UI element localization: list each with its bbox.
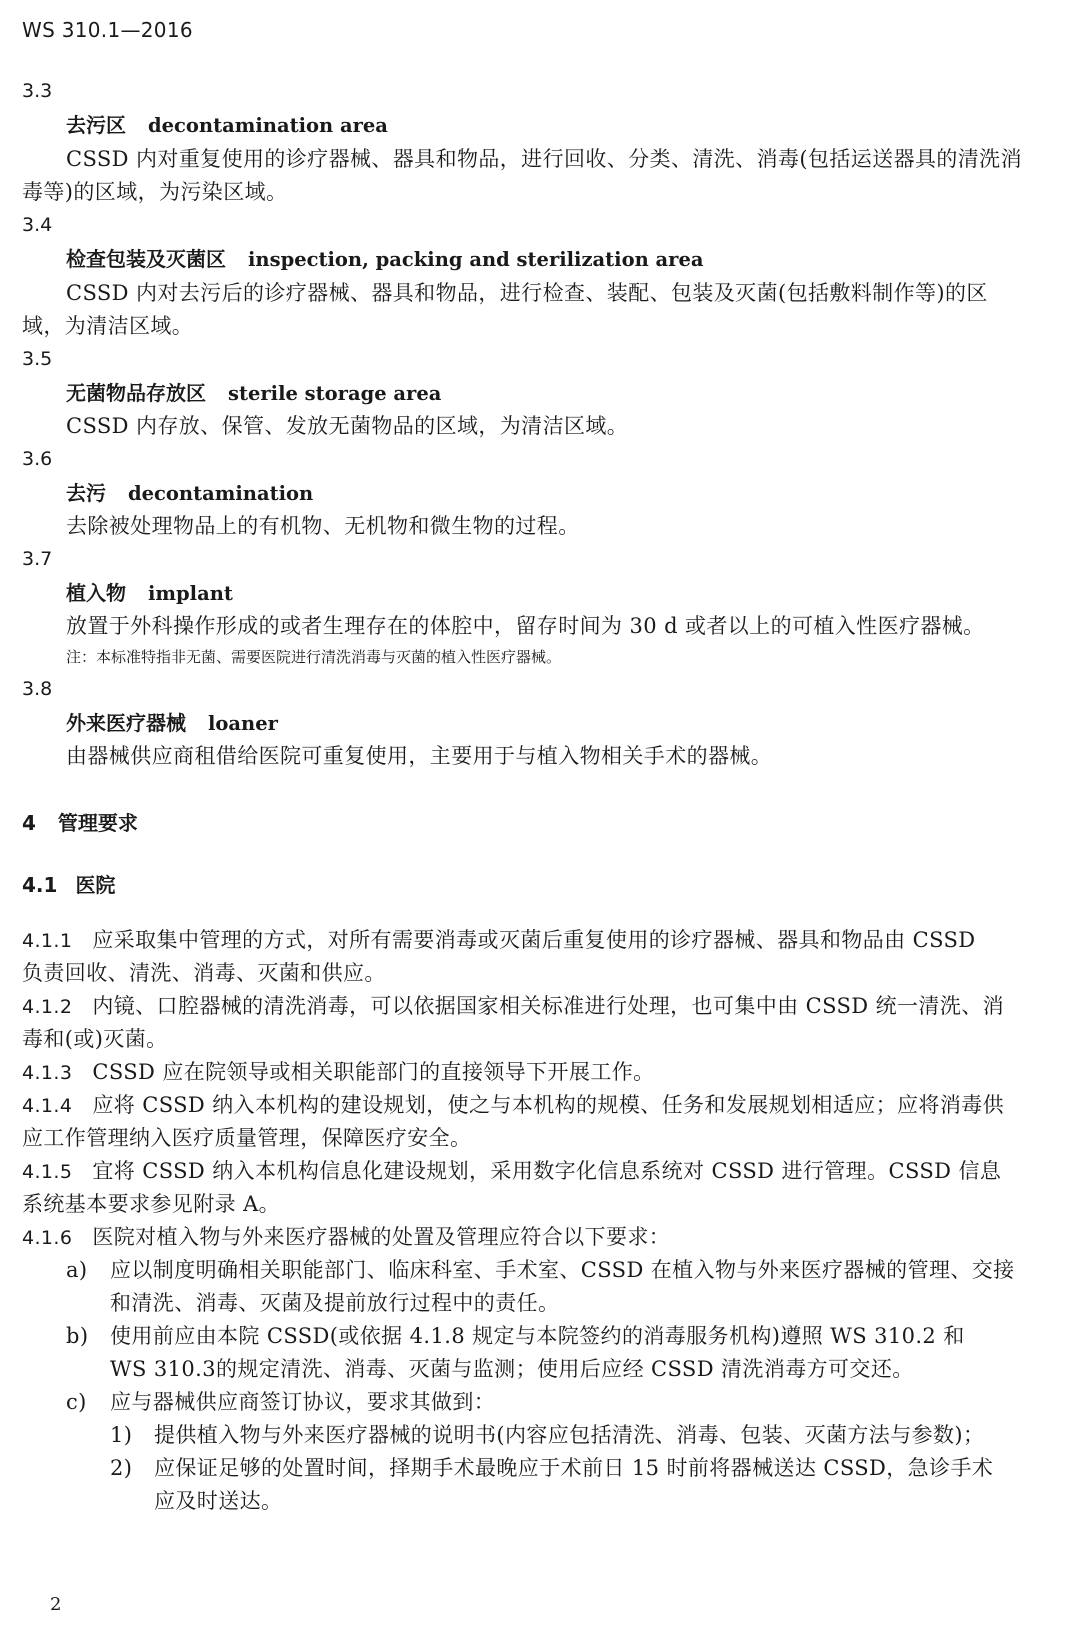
clause-line	[22, 1222, 670, 1253]
list-item-text: WS 310.3的规定清洗、消毒、灭菌与监测；使用后应经 CSSD 清洗消毒方可交还。	[110, 1357, 914, 1381]
clause-number: 4.1.4	[22, 1095, 73, 1117]
sub-list-item	[110, 1420, 984, 1450]
clause-line	[22, 1156, 1001, 1187]
clause-text: 毒和(或)灭菌。	[22, 1027, 168, 1051]
clause-line	[22, 991, 1004, 1022]
list-item-text: 和清洗、消毒、灭菌及提前放行过程中的责任。	[110, 1291, 560, 1315]
term-number: 3.7	[22, 548, 53, 570]
list-item-marker: b)	[66, 1324, 89, 1348]
clause-number: 4.1.3	[22, 1062, 73, 1084]
term-heading	[66, 110, 388, 141]
clause-text: 应工作管理纳入医疗质量管理，保障医疗安全。	[22, 1126, 472, 1150]
term-number: 3.4	[22, 214, 53, 236]
term-en: sterile storage area	[228, 382, 442, 405]
term-definition: 域，为清洁区域。	[22, 314, 194, 338]
section-number: 4	[22, 811, 36, 835]
clause-text: 宜将 CSSD 纳入本机构信息化建设规划，采用数字化信息系统对 CSSD 进行管理。CSSD 信息	[92, 1159, 1002, 1183]
standard-header: WS 310.1—2016	[22, 18, 193, 42]
term-definition: 毒等)的区域，为污染区域。	[22, 180, 288, 204]
sub-list-item-text: 提供植入物与外来医疗器械的说明书(内容应包括清洗、消毒、包装、灭菌方法与参数)；	[154, 1423, 985, 1447]
term-heading	[66, 708, 278, 739]
clause-text: 医院对植入物与外来医疗器械的处置及管理应符合以下要求：	[92, 1225, 671, 1249]
subsection-title: 医院	[75, 873, 116, 897]
term-heading	[66, 578, 233, 609]
sub-list-item-marker: 1)	[110, 1423, 133, 1447]
sub-list-item	[110, 1453, 993, 1483]
clause-number: 4.1.5	[22, 1161, 73, 1183]
term-definition: 由器械供应商租借给医院可重复使用，主要用于与植入物相关手术的器械。	[66, 744, 773, 768]
term-zh: 植入物	[66, 581, 126, 605]
list-item-text: 应以制度明确相关职能部门、临床科室、手术室、CSSD 在植入物与外来医疗器械的管理、交接	[110, 1258, 1015, 1282]
term-number: 3.6	[22, 448, 53, 470]
clause-text: 系统基本要求参见附录 A。	[22, 1192, 281, 1216]
clause-text: 内镜、口腔器械的清洗消毒，可以依据国家相关标准进行处理，也可集中由 CSSD 统一清洗、消	[92, 994, 1005, 1018]
term-zh: 检查包装及灭菌区	[66, 247, 226, 271]
term-zh: 无菌物品存放区	[66, 381, 206, 405]
list-item-text: 使用前应由本院 CSSD(或依据 4.1.8 规定与本院签约的消毒服务机构)遵照 WS 310.2 和	[110, 1324, 965, 1348]
list-item-marker: a)	[66, 1258, 88, 1282]
list-item	[66, 1321, 965, 1351]
list-item-marker: c)	[66, 1390, 87, 1414]
clause-number: 4.1.6	[22, 1227, 73, 1249]
clause-number: 4.1.1	[22, 930, 73, 952]
clause-line	[22, 1057, 655, 1088]
section-title: 管理要求	[57, 811, 138, 835]
term-heading	[66, 378, 441, 409]
term-en: inspection, packing and sterilization area	[248, 248, 704, 271]
list-item	[66, 1387, 495, 1417]
term-heading	[66, 244, 704, 275]
term-note: 注：本标准特指非无菌、需要医院进行清洗消毒与灭菌的植入性医疗器械。	[66, 648, 562, 666]
page-number: 2	[50, 1594, 62, 1615]
term-en: implant	[148, 582, 233, 605]
list-item-text: 应与器械供应商签订协议，要求其做到：	[110, 1390, 496, 1414]
sub-list-item-text: 应保证足够的处置时间，择期手术最晚应于术前日 15 时前将器械送达 CSSD，急诊手术	[154, 1456, 994, 1480]
clause-number: 4.1.2	[22, 996, 73, 1018]
subsection-heading	[22, 870, 115, 900]
clause-text: 应将 CSSD 纳入本机构的建设规划，使之与本机构的规模、任务和发展规划相适应；应将消毒供	[92, 1093, 1005, 1117]
term-heading	[66, 478, 313, 509]
clause-line	[22, 925, 976, 956]
term-en: loaner	[208, 712, 278, 735]
clause-line	[22, 1090, 1004, 1121]
sub-list-item-marker: 2)	[110, 1456, 133, 1480]
sub-list-item-text: 应及时送达。	[154, 1489, 283, 1513]
section-heading	[22, 808, 138, 838]
term-definition: CSSD 内对去污后的诊疗器械、器具和物品，进行检查、装配、包装及灭菌(包括敷料制作等)的区	[66, 281, 988, 305]
term-definition: 放置于外科操作形成的或者生理存在的体腔中，留存时间为 30 d 或者以上的可植入性医疗器械。	[66, 614, 985, 638]
term-zh: 去污区	[66, 113, 126, 137]
term-en: decontamination area	[148, 114, 388, 137]
clause-text: CSSD 应在院领导或相关职能部门的直接领导下开展工作。	[92, 1060, 655, 1084]
term-definition: 去除被处理物品上的有机物、无机物和微生物的过程。	[66, 514, 580, 538]
term-definition: CSSD 内对重复使用的诊疗器械、器具和物品，进行回收、分类、清洗、消毒(包括运送器具的清洗消	[66, 147, 1022, 171]
clause-text: 负责回收、清洗、消毒、灭菌和供应。	[22, 961, 386, 985]
term-number: 3.8	[22, 678, 53, 700]
term-definition: CSSD 内存放、保管、发放无菌物品的区域，为清洁区域。	[66, 414, 629, 438]
term-en: decontamination	[128, 482, 314, 505]
term-zh: 去污	[66, 481, 106, 505]
list-item	[66, 1255, 1015, 1285]
term-number: 3.3	[22, 80, 53, 102]
term-number: 3.5	[22, 348, 53, 370]
term-zh: 外来医疗器械	[66, 711, 186, 735]
clause-text: 应采取集中管理的方式，对所有需要消毒或灭菌后重复使用的诊疗器械、器具和物品由 CSSD	[92, 928, 976, 952]
subsection-number: 4.1	[22, 873, 58, 897]
